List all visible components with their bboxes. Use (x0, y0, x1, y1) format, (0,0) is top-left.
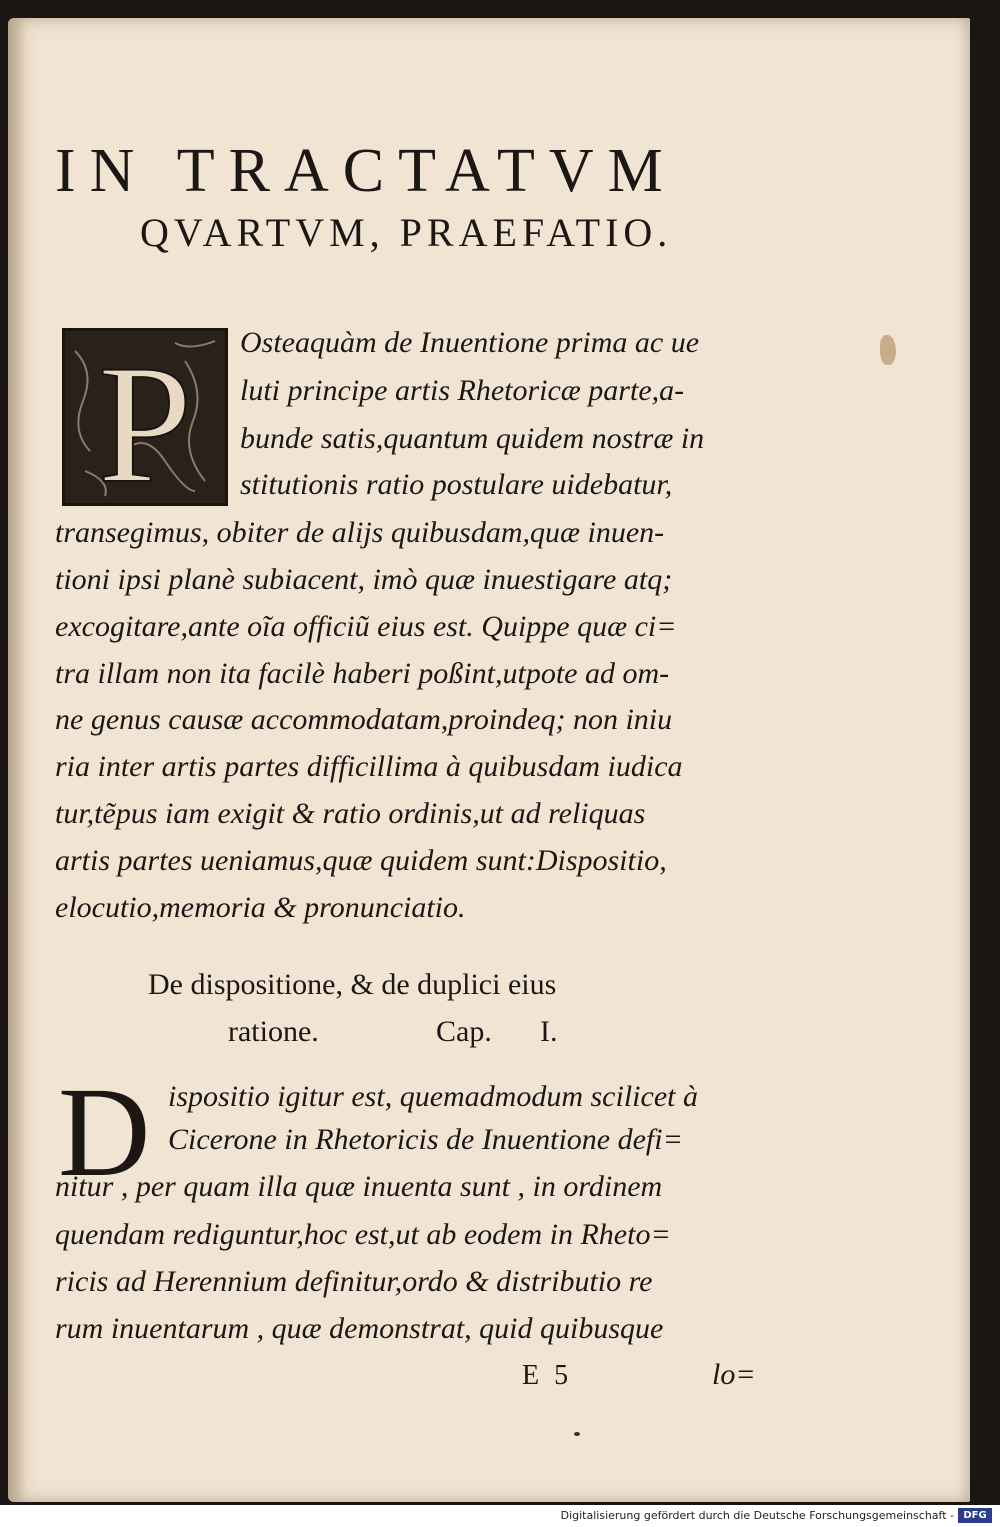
catchword: lo= (712, 1358, 756, 1391)
paper-stain (880, 335, 896, 365)
chapter-line: rum inuentarum , quæ demonstrat, quid quibusque (55, 1312, 664, 1345)
preface-line: ria inter artis partes difficillima à quibusdam iudica (55, 750, 683, 783)
ornamental-dropcap-p (62, 328, 228, 506)
chapter-line: Cicerone in Rhetoricis de Inuentione defi= (168, 1123, 683, 1156)
preface-line: elocutio,memoria & pronunciatio. (55, 891, 466, 924)
funding-note: Digitalisierung gefördert durch die Deutsche Forschungsgemeinschaft - (560, 1509, 954, 1522)
chapter-line: quendam rediguntur,hoc est,ut ab eodem in Rheto= (55, 1218, 671, 1251)
ink-speck (574, 1432, 580, 1436)
chapter-line: ispositio igitur est, quemadmodum scilicet à (168, 1080, 698, 1113)
title-line-1: IN TRACTATVM (55, 137, 677, 205)
preface-line: tioni ipsi planè subiacent, imò quæ inuestigare atq; (55, 563, 673, 596)
preface-line: Osteaquàm de Inuentione prima ac ue (240, 326, 700, 359)
preface-line: bunde satis,quantum quidem nostræ in (240, 422, 705, 455)
preface-line: ne genus causæ accommodatam,proindeq; non iniu (55, 703, 673, 736)
preface-line: tra illam non ita facilè haberi poßint,utpote ad om- (55, 657, 670, 690)
chapter-line: ricis ad Herennium definitur,ordo & distributio re (55, 1265, 653, 1298)
chapter-label: Cap. (436, 1015, 492, 1048)
dropcap-d: D (58, 1061, 151, 1203)
preface-line: artis partes ueniamus,quæ quidem sunt:Dispositio, (55, 844, 667, 877)
preface-line: luti principe artis Rhetoricæ parte,a- (240, 374, 685, 407)
chapter-heading-line-1: De dispositione, & de duplici eius (148, 968, 557, 1001)
page-gutter-shadow (8, 18, 26, 1502)
preface-line: excogitare,ante oĩa officiũ eius est. Quippe quæ ci= (55, 610, 677, 643)
chapter-line: nitur , per quam illa quæ inuenta sunt , in ordinem (55, 1170, 663, 1203)
signature-mark: E 5 (522, 1360, 573, 1391)
dfg-logo-icon: DFG (958, 1508, 992, 1523)
chapter-number: I. (540, 1015, 558, 1048)
footer-bar (0, 1505, 1000, 1527)
title-line-2: QVARTVM, PRAEFATIO. (140, 210, 673, 255)
svg-text:P: P (97, 331, 193, 503)
chapter-heading-line-2: ratione. (228, 1015, 319, 1048)
preface-line: stitutionis ratio postulare uidebatur, (240, 468, 673, 501)
preface-line: transegimus, obiter de alijs quibusdam,quæ inuen- (55, 516, 665, 549)
preface-line: tur,tẽpus iam exigit & ratio ordinis,ut ad reliquas (55, 797, 646, 830)
